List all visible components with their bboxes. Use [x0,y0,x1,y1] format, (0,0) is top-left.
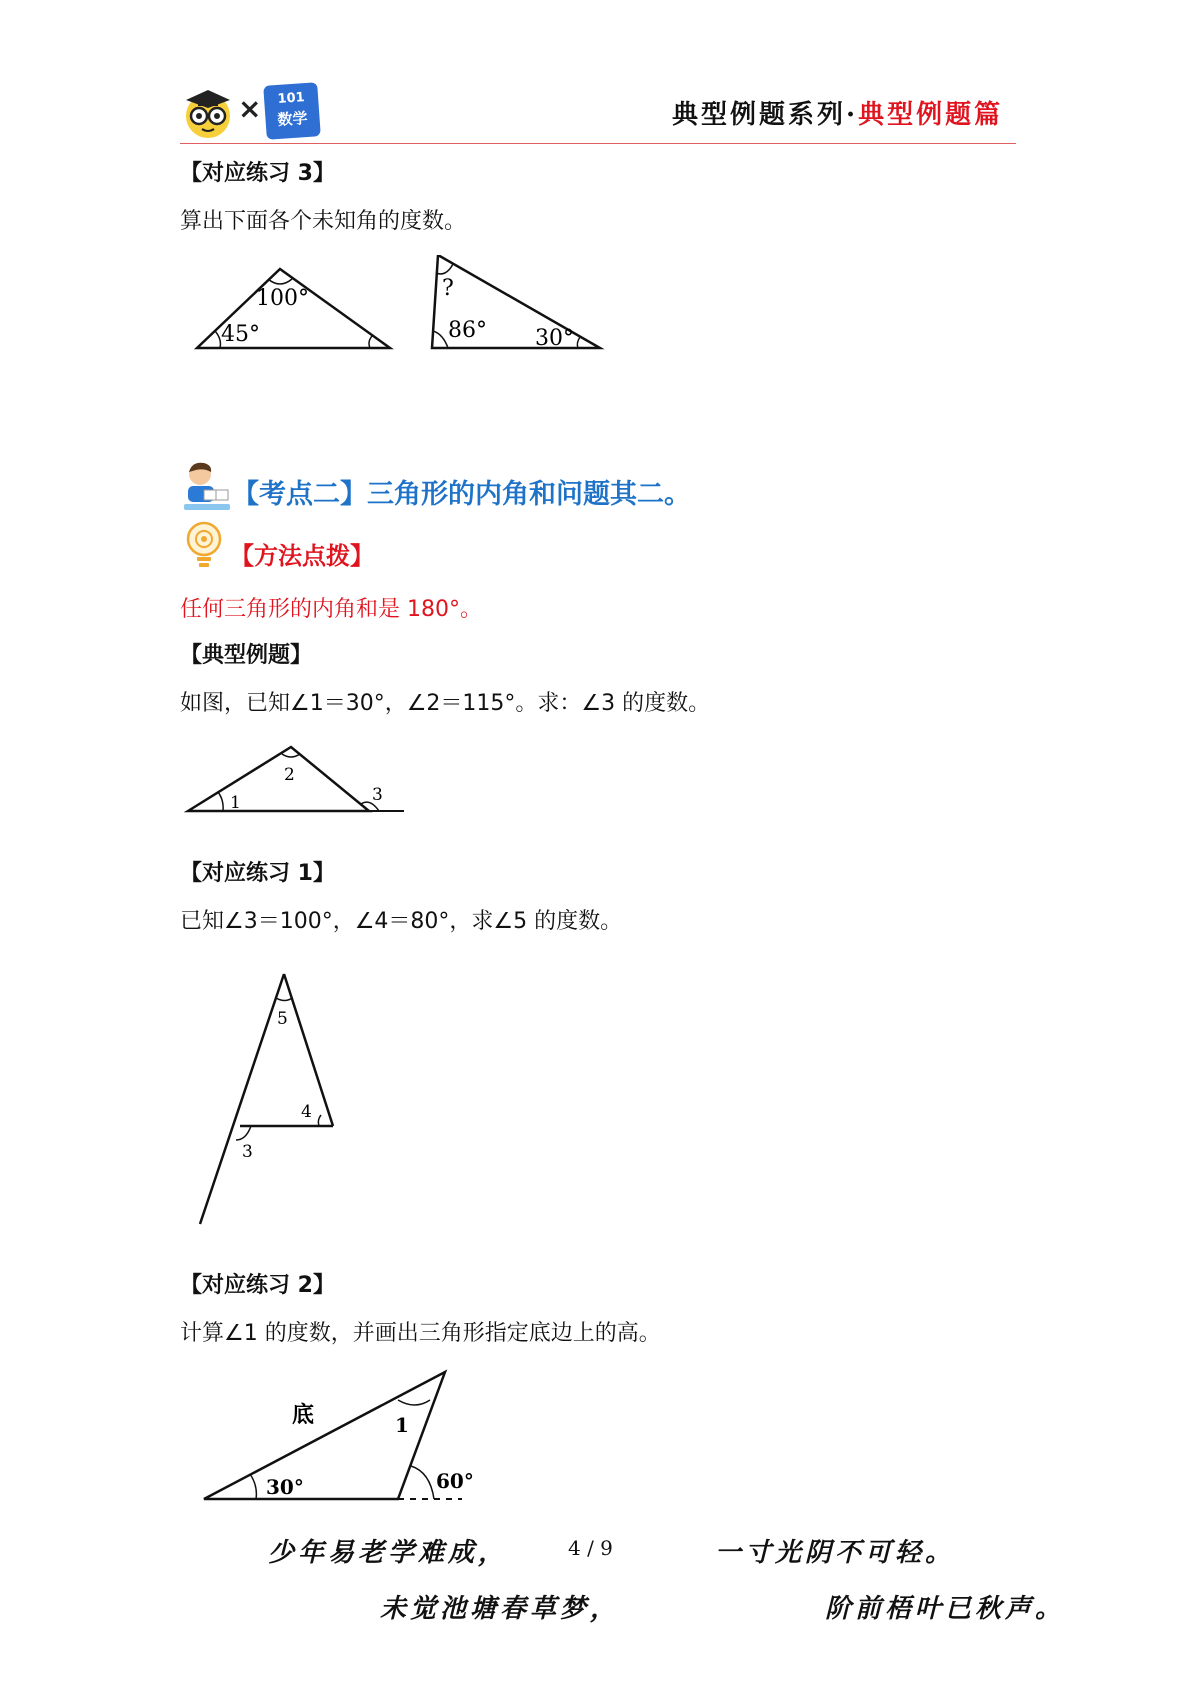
practice1-title: 【对应练习 1】 [180,861,335,886]
practice2-title: 【对应练习 2】 [180,1273,335,1298]
series-title-black: 典型例题系列· [672,100,859,130]
practice2-figure [180,1362,480,1512]
practice1-angle-4: 4 [301,1102,312,1122]
lightbulb-icon [184,521,224,569]
boy-reading-icon [182,460,232,512]
triangle-a-top-angle: 100° [256,286,309,311]
logo-separator: × [238,92,262,125]
method-text: 任何三角形的内角和是 180°。 [180,597,482,622]
practice2-prompt: 计算∠1 的度数，并画出三角形指定底边上的高。 [180,1321,661,1346]
example-angle-3: 3 [372,785,383,805]
practice3-figures [180,255,620,365]
practice2-base-label: 底 [292,1402,315,1428]
poem-line-4: 阶前梧叶已秋声。 [825,1594,1066,1624]
practice1-figure [180,960,350,1230]
example-figure [180,740,410,820]
example-text: 如图，已知∠1＝30°，∠2＝115°。求：∠3 的度数。 [180,691,711,716]
practice3-title: 【对应练习 3】 [180,161,335,186]
practice2-angle-30: 30° [266,1475,304,1499]
example-angle-2: 2 [284,765,295,785]
practice1-prompt: 已知∠3＝100°，∠4＝80°，求∠5 的度数。 [180,909,623,934]
page-number: 4 / 9 [568,1536,613,1560]
practice2-angle-60: 60° [436,1469,474,1493]
logo-text-bottom: 数学 [276,108,309,130]
triangle-b-top-angle: ? [442,276,454,301]
practice3-prompt: 算出下面各个未知角的度数。 [180,209,467,234]
practice1-angle-5: 5 [277,1009,288,1029]
poem-line-3: 未觉池塘春草梦， [380,1594,621,1624]
triangle-b-left-angle: 86° [448,318,487,343]
poem-line-2: 一寸光阴不可轻。 [715,1538,956,1568]
practice1-angle-3: 3 [242,1142,253,1162]
logo-text-top: 101 [277,90,306,107]
practice2-angle-1: 1 [395,1413,409,1437]
triangle-a-left-angle: 45° [221,322,260,347]
example-angle-1: 1 [230,793,241,813]
header-divider [180,143,1016,144]
triangle-b-right-angle: 30° [535,326,574,351]
example-title: 【典型例题】 [180,643,313,668]
poem-line-1: 少年易老学难成， [268,1538,509,1568]
method-title: 【方法点拨】 [230,542,374,570]
series-title-red: 典型例题篇 [858,100,1004,130]
mascot-icon [182,84,234,140]
brand-logo [263,82,321,140]
series-title [672,94,1003,131]
section2-title: 【考点二】三角形的内角和问题其二。 [232,479,691,510]
